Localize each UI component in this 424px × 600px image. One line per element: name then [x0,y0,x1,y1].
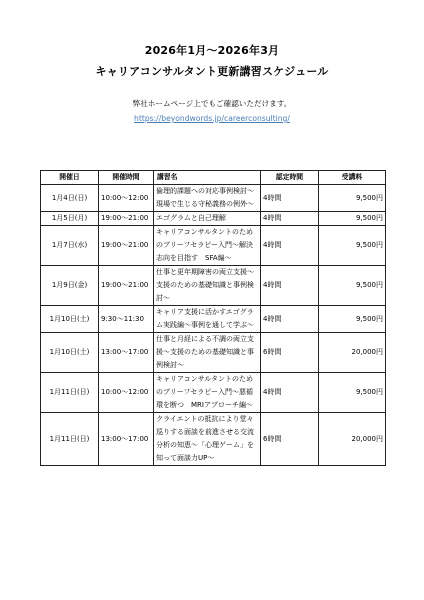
cell-course-name: キャリアコンサルタントのためのブリーフセラピー入門～悪循環を断つ MRIアプローチ編～ [154,373,261,413]
cell-fee: 20,000円 [319,333,386,373]
website-note: 弊社ホームページ上でもご確認いただけます。 [132,99,292,108]
cell-credit-hours: 4時間 [261,212,319,226]
header-fee: 受講料 [319,171,386,185]
schedule-table [40,170,386,466]
cell-course-name: キャリア支援に活かすエゴグラム実践編～事例を通して学ぶ～ [154,306,261,333]
cell-credit-hours: 4時間 [261,373,319,413]
cell-fee: 9,500円 [319,266,386,306]
cell-course-name: 仕事と更年期障害の両立支援～支援のための基礎知識と事例検討～ [154,266,261,306]
table-row [41,373,386,413]
cell-course-name: キャリアコンサルタントのためのブリーフセラピー入門～解決志向を目指す SFA編～ [154,226,261,266]
table-row [41,413,386,466]
cell-date: 1月11日(日) [41,373,99,413]
cell-date: 1月4日(日) [41,185,99,212]
document-title: キャリアコンサルタント更新講習スケジュール [95,65,329,78]
cell-fee: 9,500円 [319,373,386,413]
cell-credit-hours: 6時間 [261,413,319,466]
document-title-period: 2026年1月～2026年3月 [144,44,280,57]
cell-date: 1月7日(水) [41,226,99,266]
cell-date: 1月9日(金) [41,266,99,306]
header-course-name: 講習名 [154,171,261,185]
website-link[interactable]: https://beyondwords.jp/careerconsulting/ [134,114,290,123]
cell-credit-hours: 4時間 [261,266,319,306]
cell-course-name: 倫理的課題への対応事例検討～現場で生じる守秘義務の例外～ [154,185,261,212]
cell-fee: 20,000円 [319,413,386,466]
table-header-row [41,171,386,185]
header-credit-hours: 認定時間 [261,171,319,185]
cell-date: 1月10日(土) [41,306,99,333]
header-time: 開催時間 [99,171,154,185]
table-row [41,212,386,226]
header-date: 開催日 [41,171,99,185]
cell-fee: 9,500円 [319,212,386,226]
cell-time: 9:30～11:30 [99,306,154,333]
cell-date: 1月5日(月) [41,212,99,226]
table-row [41,266,386,306]
cell-fee: 9,500円 [319,226,386,266]
cell-fee: 9,500円 [319,185,386,212]
cell-course-name: エゴグラムと自己理解 [154,212,261,226]
cell-credit-hours: 4時間 [261,306,319,333]
cell-credit-hours: 4時間 [261,226,319,266]
cell-time: 19:00～21:00 [99,212,154,226]
cell-credit-hours: 6時間 [261,333,319,373]
cell-time: 19:00～21:00 [99,266,154,306]
cell-time: 10:00～12:00 [99,185,154,212]
cell-fee: 9,500円 [319,306,386,333]
table-row [41,333,386,373]
cell-course-name: 仕事と月経による不調の両立支援～支援のための基礎知識と事例検討～ [154,333,261,373]
cell-date: 1月10日(土) [41,333,99,373]
cell-course-name: クライエントの抵抗により堂々巡りする面談を前進させる交流分析の知恵～「心理ゲーム」を知って面談力UP～ [154,413,261,466]
cell-time: 19:00～21:00 [99,226,154,266]
cell-time: 13:00～17:00 [99,413,154,466]
cell-credit-hours: 4時間 [261,185,319,212]
table-row [41,185,386,212]
table-row [41,306,386,333]
table-row [41,226,386,266]
cell-time: 13:00～17:00 [99,333,154,373]
cell-date: 1月11日(日) [41,413,99,466]
cell-time: 10:00～12:00 [99,373,154,413]
